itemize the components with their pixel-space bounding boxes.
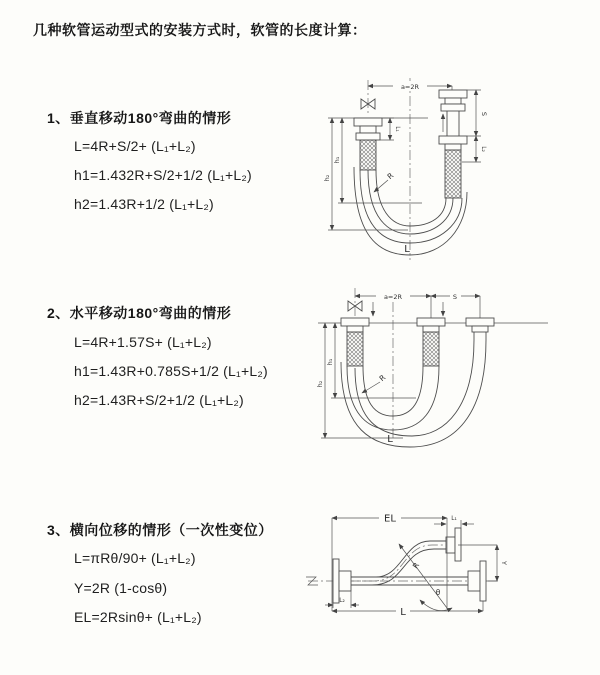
section-2-formula-l: L=4R+1.57S+ (L₁+L₂): [74, 334, 212, 350]
d1-h1-label: h₁: [333, 156, 341, 164]
section-3-formula-l: L=πRθ/90+ (L₁+L₂): [74, 550, 196, 566]
d3-y-label: Y: [500, 561, 508, 565]
section-2-formula-h2: h2=1.43R+S/2+1/2 (L₁+L₂): [74, 392, 244, 408]
d3-right-flange-displaced: [446, 528, 461, 561]
d1-centerlines: [368, 78, 452, 260]
d1-movement-dimension: [462, 90, 488, 162]
flange: [356, 133, 380, 140]
d1-radius-label: R: [385, 170, 396, 182]
d1-left-pipe-assembly: [354, 118, 382, 170]
d2-length-label: L: [387, 434, 393, 445]
braid-section: [423, 332, 439, 366]
d2-left-pipe-assembly: [341, 318, 369, 366]
d3-radius-label: R: [410, 560, 422, 571]
d1-span-label: a=2R: [400, 83, 420, 91]
d3-length-label: L: [400, 607, 406, 618]
d2-h1-label: h₁: [326, 358, 334, 366]
d1-s-label: S: [480, 111, 488, 117]
flange-neck: [472, 326, 488, 332]
d1-right-pipe-assembly: [439, 90, 467, 198]
flange: [341, 318, 369, 326]
section-1-formula-l: L=4R+S/2+ (L₁+L₂): [74, 138, 196, 154]
flange-plate: [455, 528, 461, 561]
lateral-displacement-diagram: [300, 503, 600, 643]
flange-neck: [445, 144, 461, 150]
d1-h2-label: h₂: [323, 174, 331, 182]
d1-length-label: L: [404, 244, 410, 255]
section-1-formula-h1: h1=1.432R+S/2+1/2 (L₁+L₂): [74, 167, 252, 183]
d3-hose-curve: [351, 541, 446, 585]
flange: [466, 318, 494, 326]
flange-plate: [480, 561, 486, 601]
d3-right-flange-original: [468, 561, 486, 601]
d3-l2-label: L₂: [339, 598, 345, 604]
d3-left-flange: [333, 559, 351, 603]
flange: [417, 318, 445, 326]
d2-h2-label: h₂: [316, 380, 324, 388]
flange-neck: [468, 571, 480, 591]
braid-section: [347, 332, 363, 366]
flange-plate: [333, 559, 339, 603]
d3-el-label: EL: [384, 513, 396, 525]
d2-centerlines: [355, 288, 480, 438]
d1-l1-label: L₁: [394, 126, 400, 132]
d2-s-label: S: [452, 293, 458, 301]
section-2-heading: 2、水平移动180°弯曲的情形: [47, 305, 232, 321]
section-3-formula-el: EL=2Rsinθ+ (L₁+L₂): [74, 609, 202, 625]
section-3-heading: 3、横向位移的情形（一次性变位）: [47, 522, 273, 538]
d2-radius-label: R: [377, 372, 388, 384]
flange: [439, 136, 467, 144]
d1-l2-label: L₂: [480, 146, 486, 152]
flange-neck: [445, 98, 461, 104]
flange-neck: [423, 326, 439, 332]
section-1-heading: 1、垂直移动180°弯曲的情形: [47, 110, 232, 126]
d2-fitting-arrows: [373, 302, 443, 316]
d2-span-dimension: [355, 291, 480, 301]
braid-section: [445, 150, 461, 198]
d2-right-pipe-assembly: [466, 318, 494, 340]
d1-left-fitting-dimension: [380, 118, 400, 140]
flange: [439, 90, 467, 98]
d1-span-dimension: [368, 81, 452, 91]
flange: [354, 118, 382, 126]
d1-radius-callout: [374, 171, 395, 192]
flange-neck: [339, 571, 351, 591]
d3-length-dimension: [332, 601, 483, 618]
d3-radius-callout: [399, 544, 447, 608]
section-3-formula-y: Y=2R (1-cosθ): [74, 580, 168, 596]
flange-neck: [347, 326, 363, 332]
d2-span-label: a=2R: [383, 293, 403, 301]
d3-l1-label: L₁: [451, 516, 457, 522]
d3-left-fitting-dimension: [325, 591, 359, 608]
section-2-formula-h1: h1=1.43R+0.785S+1/2 (L₁+L₂): [74, 363, 268, 379]
horizontal-bend-diagram: [308, 280, 600, 452]
vertical-bend-diagram: [310, 70, 600, 265]
d3-el-dimension: [332, 512, 447, 611]
section-1-formula-h2: h2=1.43R+1/2 (L₁+L₂): [74, 196, 214, 212]
flange: [441, 104, 465, 111]
flange-neck: [360, 126, 376, 133]
page-title: 几种软管运动型式的安装方式时，软管的长度计算：: [33, 22, 367, 38]
d3-theta-label: θ: [435, 588, 441, 597]
d2-height-dimensions: [316, 323, 416, 438]
braid-section: [360, 140, 376, 170]
d2-middle-pipe-assembly: [417, 318, 445, 366]
